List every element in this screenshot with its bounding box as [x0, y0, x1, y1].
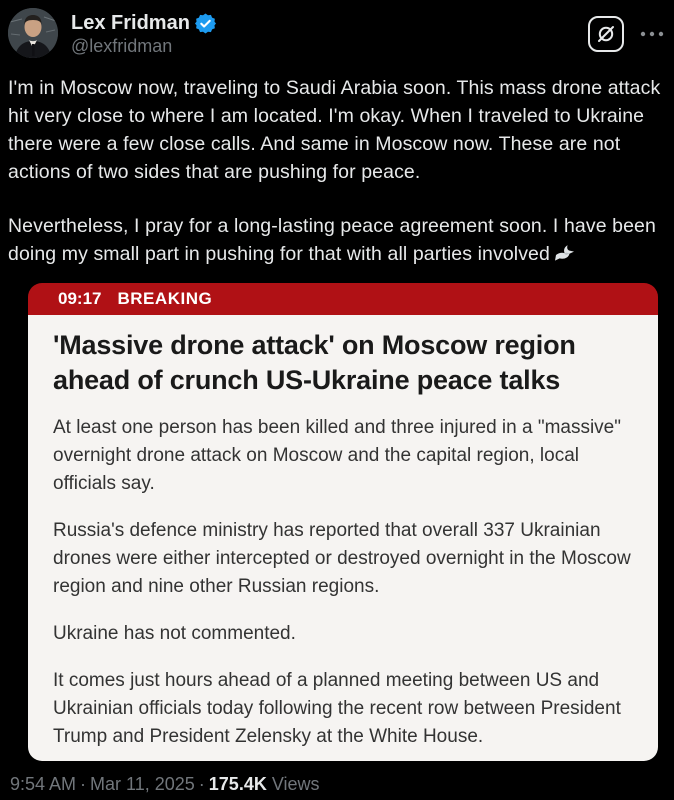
tweet-text	[8, 74, 666, 271]
news-headline: 'Massive drone attack' on Moscow region ahead of crunch US-Ukraine peace talks	[53, 330, 576, 395]
tweet-meta: 9:54 AM · Mar 11, 2025 · 175.4K Views	[10, 774, 320, 794]
grok-slashed-circle-icon	[596, 24, 616, 44]
views-count: 175.4K	[208, 774, 267, 794]
timestamp: 9:54 AM	[10, 774, 77, 794]
news-paragraph: Russia's defence ministry has reported that overall 337 Ukrainian drones were either intercepted or destroyed overnight in the Moscow region and nine other Russian regions.	[53, 520, 631, 597]
news-paragraph: It comes just hours ahead of a planned meeting between US and Ukrainian officials today following the recent row between President Trump and President Zelensky at the White House.	[53, 670, 621, 747]
breaking-time: 09:17	[58, 289, 102, 308]
news-card-body	[28, 315, 658, 761]
author-handle[interactable]: @lexfridman	[71, 36, 173, 56]
tweet-text-paragraph: Nevertheless, I pray for a long-lasting peace agreement soon. I have been doing my small part in pushing for that with all parties involved	[8, 212, 666, 271]
verified-badge-icon	[195, 13, 216, 34]
news-paragraph: At least one person has been killed and three injured in a "massive" overnight drone attack on Moscow and the capital region, local officials say.	[53, 417, 621, 494]
breaking-news-banner	[28, 283, 658, 315]
grok-button[interactable]	[588, 16, 624, 52]
dove-emoji-icon	[553, 243, 575, 271]
header-actions	[588, 8, 666, 52]
author-name[interactable]: Lex Fridman	[71, 12, 190, 34]
avatar[interactable]	[8, 8, 58, 58]
more-button[interactable]	[638, 27, 666, 41]
avatar-photo	[8, 8, 58, 58]
views-label: Views	[271, 774, 320, 794]
date: Mar 11, 2025	[90, 774, 195, 794]
ellipsis-icon	[640, 31, 664, 37]
tweet-text-paragraph: I'm in Moscow now, traveling to Saudi Arabia soon. This mass drone attack hit very close to where I am located. I'm okay. When I traveled to Ukraine there were a few close calls. And same in Moscow now. These are not actions of two sides that are pushing for peace.	[8, 77, 661, 183]
tweet-header	[8, 8, 666, 58]
news-paragraph: Ukraine has not commented.	[53, 623, 296, 644]
news-card-image[interactable]	[28, 283, 658, 761]
author-block	[71, 8, 216, 58]
breaking-label: BREAKING	[117, 289, 213, 308]
